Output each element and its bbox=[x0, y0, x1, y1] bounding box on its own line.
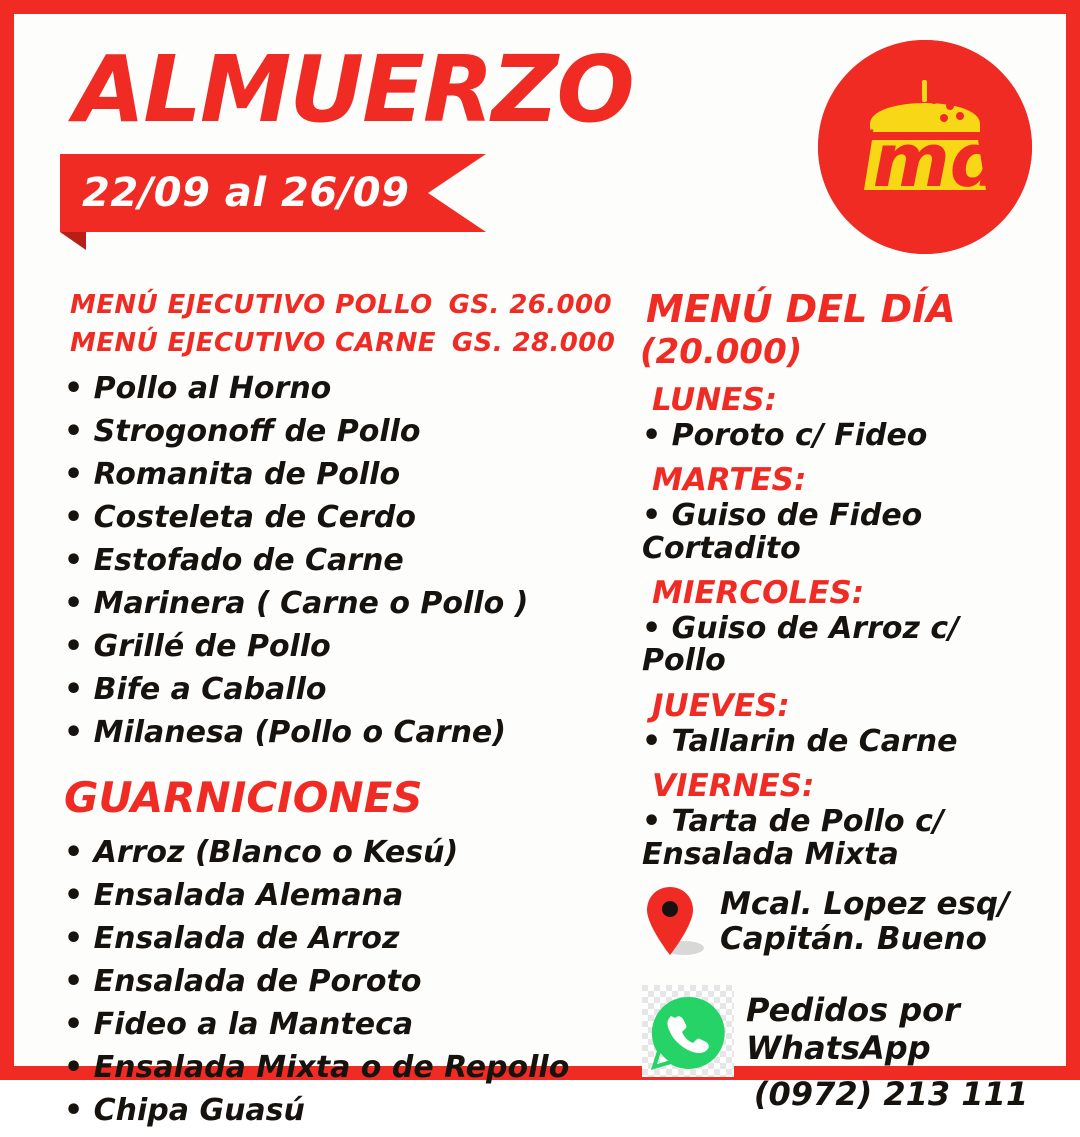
brand-logo bbox=[818, 40, 1032, 254]
list-item: • Fideo a la Manteca bbox=[60, 1008, 620, 1051]
exec-chicken-row bbox=[70, 290, 620, 320]
list-item: • Grillé de Pollo bbox=[60, 630, 620, 673]
list-item: • Romanita de Pollo bbox=[60, 458, 620, 501]
list-item: • Estofado de Carne bbox=[60, 544, 620, 587]
main-dishes-list bbox=[60, 372, 620, 759]
poster-content bbox=[14, 14, 1066, 1128]
list-item: • Milanesa (Pollo o Carne) bbox=[60, 716, 620, 759]
date-range: 22/09 al 26/09 bbox=[82, 170, 410, 216]
exec-meat-label: MENÚ EJECUTIVO CARNE bbox=[70, 328, 436, 358]
whatsapp-row[interactable] bbox=[642, 985, 1036, 1113]
list-item: • Bife a Caballo bbox=[60, 673, 620, 716]
list-item: • Ensalada Alemana bbox=[60, 879, 620, 922]
day-dish: • Poroto c/ Fideo bbox=[642, 420, 1036, 452]
day-label: VIERNES: bbox=[652, 768, 815, 805]
list-item: • Ensalada Mixta o de Repollo bbox=[60, 1051, 620, 1094]
exec-chicken-label: MENÚ EJECUTIVO POLLO bbox=[70, 290, 433, 320]
day-dish: • Guiso de Arroz c/ Pollo bbox=[642, 613, 1036, 678]
whatsapp-text bbox=[746, 985, 1036, 1113]
exec-meat-price: GS. 28.000 bbox=[451, 328, 616, 358]
location-pin-icon bbox=[644, 885, 706, 959]
day-dish: • Guiso de Fideo Cortadito bbox=[642, 500, 1036, 565]
day-label: MARTES: bbox=[652, 462, 807, 499]
list-item: • Strogonoff de Pollo bbox=[60, 415, 620, 458]
address-text bbox=[720, 887, 1009, 956]
sides-list bbox=[60, 836, 620, 1137]
address-line-2: Capitán. Bueno bbox=[720, 921, 987, 958]
day-dish: • Tallarin de Carne bbox=[642, 726, 1036, 758]
day-block bbox=[638, 768, 1036, 871]
list-item: • Marinera ( Carne o Pollo ) bbox=[60, 587, 620, 630]
date-ribbon bbox=[60, 154, 428, 232]
address-row bbox=[644, 885, 1036, 959]
menu-of-day-title: MENÚ DEL DÍA bbox=[646, 287, 956, 331]
svg-text:lmd: lmd bbox=[847, 118, 1003, 204]
whatsapp-icon[interactable] bbox=[642, 985, 734, 1077]
day-dish: • Tarta de Pollo c/ Ensalada Mixta bbox=[642, 806, 1036, 871]
day-label: JUEVES: bbox=[652, 687, 790, 724]
day-block bbox=[638, 462, 1036, 565]
day-block bbox=[638, 382, 1036, 452]
list-item: • Costeleta de Cerdo bbox=[60, 501, 620, 544]
exec-meat-row bbox=[70, 328, 620, 358]
whatsapp-number: (0972) 213 111 bbox=[753, 1075, 1029, 1114]
day-block bbox=[638, 575, 1036, 678]
list-item: • Ensalada de Poroto bbox=[60, 965, 620, 1008]
menu-of-day-price: (20.000) bbox=[640, 331, 803, 372]
list-item: • Chipa Guasú bbox=[60, 1094, 620, 1137]
logo-icon bbox=[818, 40, 1032, 254]
exec-chicken-price: GS. 26.000 bbox=[448, 290, 612, 320]
menu-columns bbox=[60, 287, 1036, 1128]
ribbon-tail bbox=[60, 232, 86, 250]
whatsapp-label: Pedidos por WhatsApp bbox=[746, 991, 960, 1068]
right-column bbox=[638, 287, 1036, 1114]
address-line-1: Mcal. Lopez esq/ bbox=[720, 886, 1010, 923]
list-item: • Ensalada de Arroz bbox=[60, 922, 620, 965]
day-block bbox=[638, 688, 1036, 758]
page-title: ALMUERZO bbox=[74, 36, 633, 143]
list-item: • Arroz (Blanco o Kesú) bbox=[60, 836, 620, 879]
day-label: MIERCOLES: bbox=[652, 575, 865, 612]
left-column bbox=[60, 290, 620, 1128]
list-item: • Pollo al Horno bbox=[60, 372, 620, 415]
sides-title: GUARNICIONES bbox=[64, 773, 423, 822]
day-label: LUNES: bbox=[652, 381, 778, 418]
